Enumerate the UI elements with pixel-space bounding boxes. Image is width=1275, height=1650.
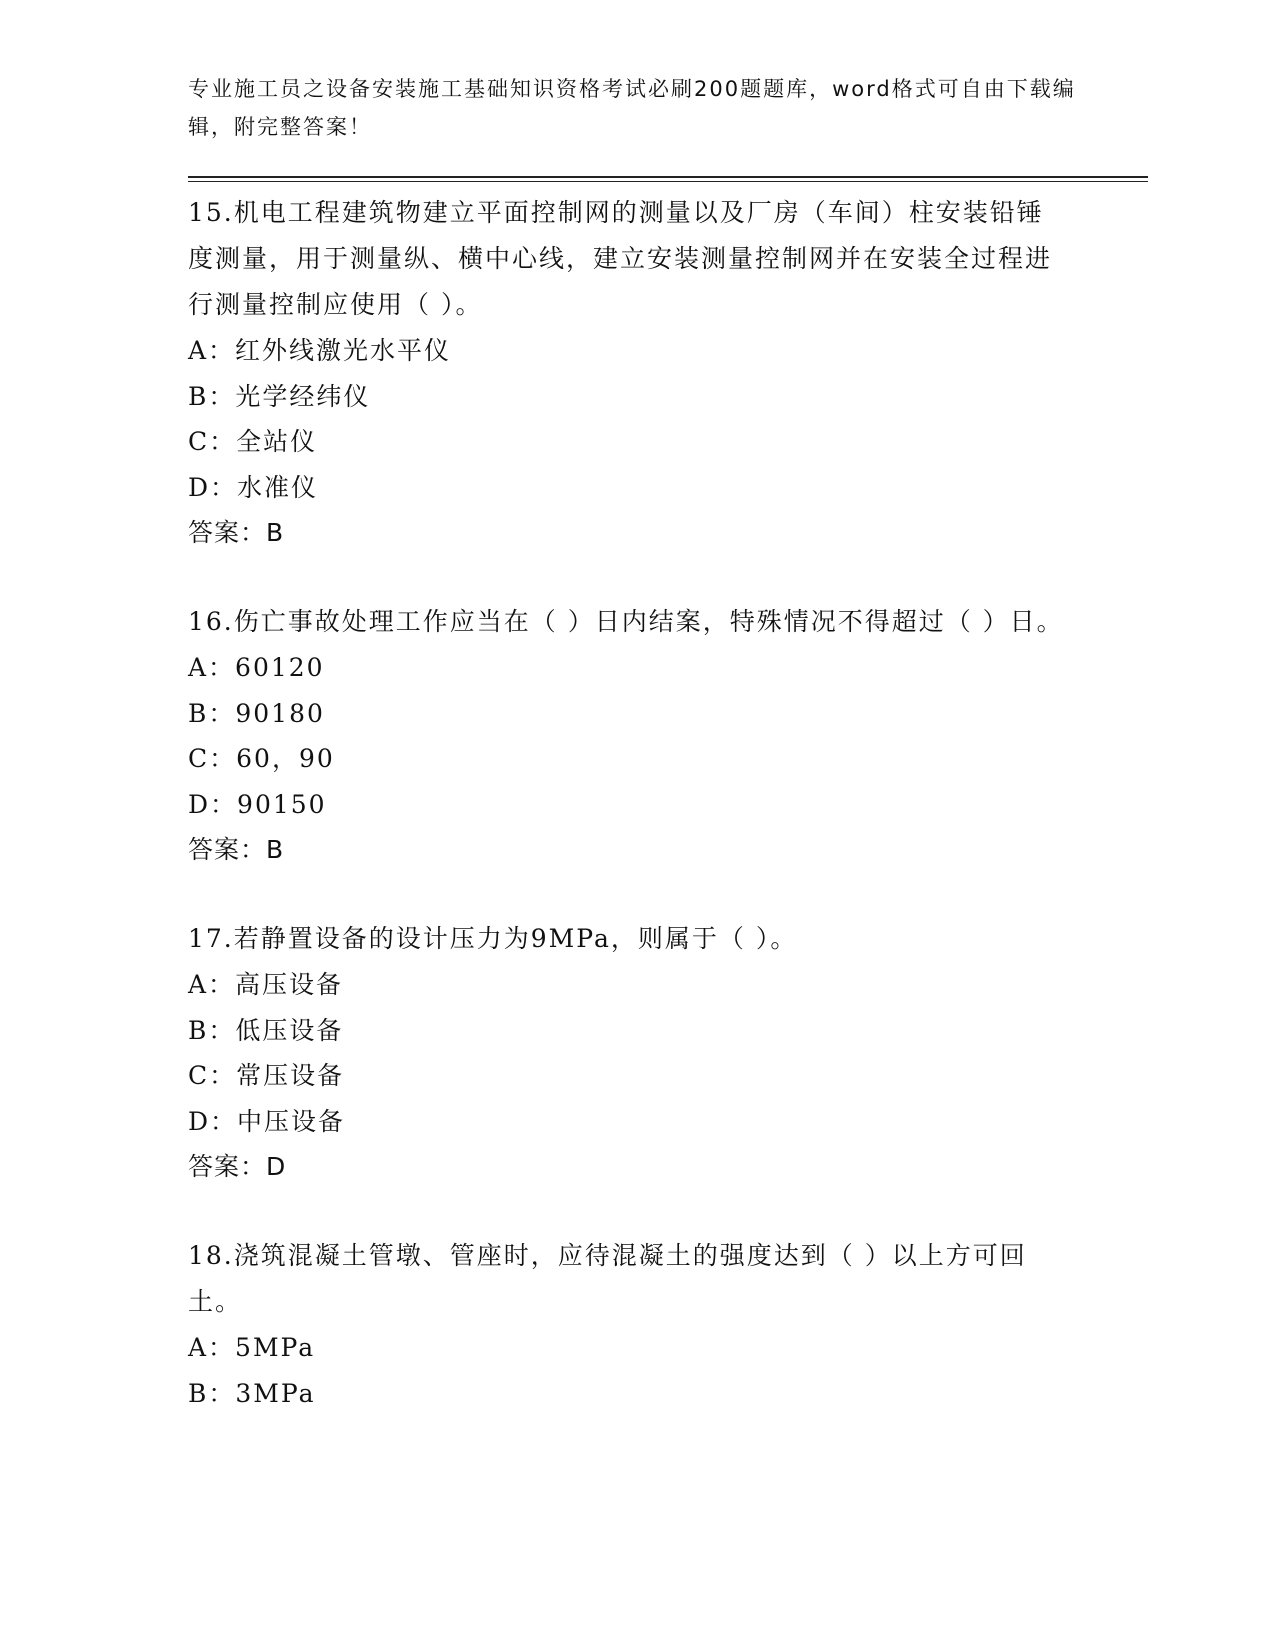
- question-text: 15.机电工程建筑物建立平面控制网的测量以及厂房（车间）柱安装铅锤度测量，用于测量纵、横中心线，建立安装测量控制网并在安装全过程进行测量控制应使用（ ）。: [188, 198, 1053, 319]
- option-a: A：5MPa: [188, 1333, 316, 1362]
- answer: 答案：D: [188, 1152, 287, 1181]
- document-intro: 专业施工员之设备安装施工基础知识资格考试必刷200题题库，word格式可自由下载编辑，附完整答案！: [188, 77, 1076, 139]
- answer: 答案：B: [188, 835, 285, 864]
- option-b: B：90180: [188, 698, 325, 728]
- option-a: A：红外线激光水平仪: [188, 336, 452, 365]
- question-text: 18.浇筑混凝土管墩、管座时，应待混凝土的强度达到（ ）以上方可回土。: [188, 1241, 1027, 1316]
- header-divider: [188, 176, 1148, 182]
- option-c: C：全站仪: [188, 427, 318, 456]
- option-d: D：中压设备: [188, 1106, 346, 1136]
- option-c: C：60，90: [188, 744, 335, 773]
- option-c: C：常压设备: [188, 1061, 345, 1090]
- document-page: [188, 70, 1148, 1416]
- question-17: [188, 916, 1148, 1189]
- question-15: [188, 190, 1148, 555]
- option-b: B：低压设备: [188, 1015, 344, 1045]
- question-text: 17.若静置设备的设计压力为9MPa，则属于（ ）。: [188, 924, 798, 953]
- question-16: [188, 599, 1148, 872]
- option-b: B：光学经纬仪: [188, 381, 371, 411]
- option-d: D：水准仪: [188, 472, 319, 502]
- question-text: 16.伤亡事故处理工作应当在（ ）日内结案，特殊情况不得超过（ ）日。: [188, 607, 1064, 636]
- answer: 答案：B: [188, 518, 285, 547]
- question-18: [188, 1233, 1148, 1416]
- option-a: A：60120: [188, 653, 325, 682]
- option-a: A：高压设备: [188, 970, 344, 999]
- option-d: D：90150: [188, 789, 327, 819]
- option-b: B：3MPa: [188, 1378, 316, 1408]
